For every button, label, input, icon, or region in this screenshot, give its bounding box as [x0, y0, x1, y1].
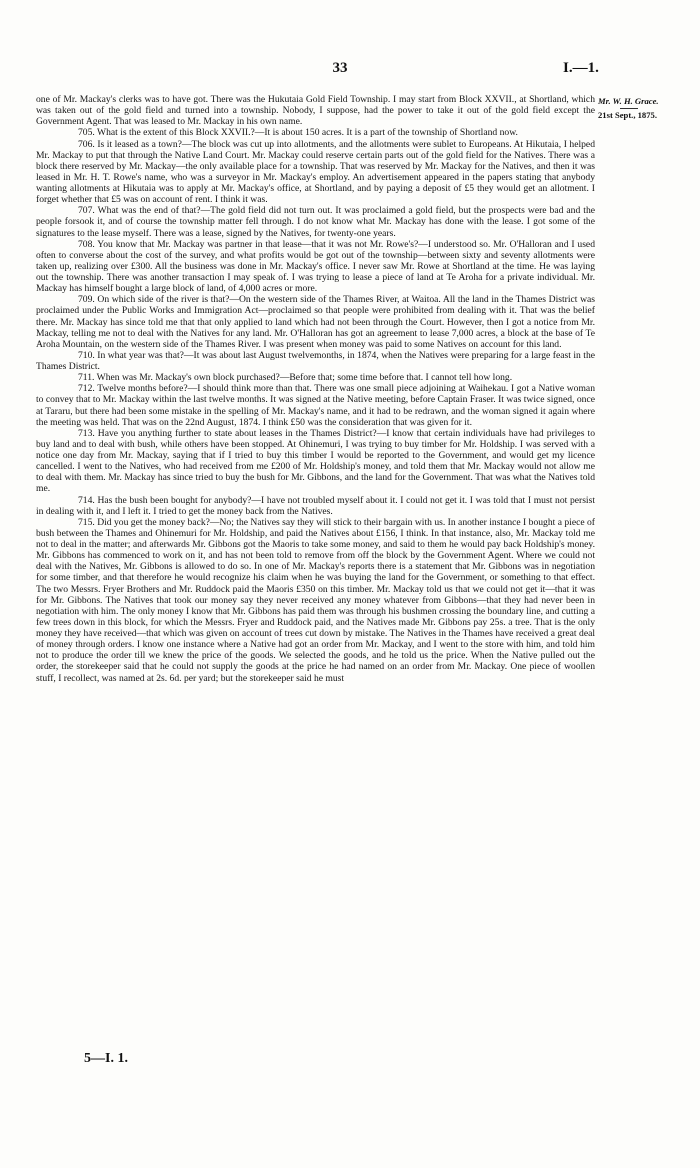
page-number: 33 — [332, 60, 348, 76]
evidence-date: 21st Sept., 1875. — [598, 110, 657, 120]
question-709: 709. On which side of the river is that?—On the western side of the Thames River, at Waitoa. All the land in the Thames District was proclaimed under the Public Works and Immigration Act—proclaimed so that people were prohibited from dealing with it. That was the belief there. Mr. Mackay has since told me that that only applied to land which had not been through the Court. However, then I got a notice from Mr. Mackay, telling me not to deal with the Natives for any land. Mr. O'Halloran has got an agreement to lease 7,000 acres, a block at the base of Te Aroha Mountain, on the western side of the Thames River. I was present when money was paid to some Natives on account for this land. — [36, 294, 595, 350]
printer-signature: 5—I. 1. — [84, 1051, 128, 1066]
page-header — [0, 58, 700, 80]
paragraph-continuation: one of Mr. Mackay's clerks was to have got. There was the Hukutaia Gold Field Township. I may start from Block XXVII., at Shortland, which was taken out of the gold field and turned into a township. Nobody, I suppose, had the power to take it out of the gold field except the Government Agent. That was leased to Mr. Mackay in his own name. — [36, 94, 595, 128]
question-712: 712. Twelve months before?—I should think more than that. There was one small piece adjoining at Waihekau. I got a Native woman to convey that to Mr. Mackay within the last twelve months. It was signed at the Native meeting, before Captain Fraser. It was twice signed, once at Tararu, but there had been some mistake in the spelling of Mr. Mackay's name, and it had to be redrawn, and the woman signed it again where the meeting was held. That was on the 22nd August, 1874. I think £50 was the consideration that was given for it. — [36, 383, 595, 428]
witness-name: Mr. W. H. Grace. — [598, 96, 659, 106]
question-713: 713. Have you anything further to state about leases in the Thames District?—I know that certain individuals have had privileges to buy land and to deal with bush, while others have been stopped. At Ohinemuri, I was trying to buy timber for Mr. Holdship. I was served with a notice one day from Mr. Mackay, saying that if I tried to buy this timber I would be reported to the Government, and would get my licence cancelled. I went to the Natives, who had received from me £200 of Mr. Holdship's money, and told them that Mr. Mackay would not allow me to deal with them. Mr. Mackay has since tried to buy the bush for Mr. Gibbons, and the land for the Government. That was what the Natives told me. — [36, 427, 595, 495]
question-710: 710. In what year was that?—It was about last August twelvemonths, in 1874, when the Natives were preparing for a large feast in the Thames District. — [36, 349, 595, 372]
question-708: 708. You know that Mr. Mackay was partner in that lease—that it was not Mr. Rowe's?—I understood so. Mr. O'Halloran and I used often to converse about the cost of the survey, and what profits would be got out of the township—between sixty and seventy allotments were taken up, realizing over £300. All the business was done in Mr. Mackay's office. I never saw Mr. Rowe at Shortland at the time. He was laying out the township. There was another transaction I may speak of. I was trying to lease a piece of land at Te Aroha for a private individual. Mr. Mackay has himself bought a large block of land, of 4,000 acres or more. — [36, 238, 595, 295]
question-706: 706. Is it leased as a town?—The block was cut up into allotments, and the allotments were sublet to Europeans. At Hikutaia, I helped Mr. Mackay to put that through the Native Land Court. Mr. Mackay could reserve certain parts out of the gold field for the Natives. There was a block there reserved by Mr. Mackay—the only available place for a township. That was reserved by Mr. Mackay for the Natives, and then it was leased in Mr. H. T. Rowe's name, who was a surveyor in Mr. Mackay's employ. An advertisement appeared in the papers stating that anybody wanting allotments at Hikutaia was to apply at Mr. Mackay's office, at Shortland, and by paying a deposit of £5 they would get an allotment. I forget whether that £5 was on account of rent. I think it was. — [36, 138, 595, 206]
document-body — [36, 94, 595, 684]
question-711: 711. When was Mr. Mackay's own block purchased?—Before that; some time before that. I cannot tell how long. — [78, 372, 513, 384]
question-715: 715. Did you get the money back?—No; the Natives say they will stick to their bargain with us. In another instance I bought a piece of bush between the Thames and Ohinemuri for Mr. Holdship, and paid the Natives about £156, I think. In that instance, also, Mr. Mackay told me not to deal in the matter; and afterwards Mr. Gibbons got the Maoris to take some money, and said to them he would pay back Holdship's money. Mr. Gibbons has commenced to work on it, and has not been told to remove from off the block by the Government Agent. Where we could not deal with the Natives, Mr. Gibbons is allowed to do so. In one of Mr. Mackay's reports there is a statement that Mr. Gibbons was in negotiation for some timber, and that therefore he would recognize his claim when he was buying the land for the Government, or something to that effect. The two Messrs. Fryer Brothers and Mr. Ruddock paid the Maoris £350 on this timber. Mr. Mackay told us that we could not get it—that it was for Mr. Gibbons. The Natives that took our money say they never received any money whatever from Gibbons—that they had never been in negotiation with him. The only money I know that Mr. Gibbons has paid them was through his bushmen crossing the boundary line, and cutting a few trees down in this block, for which the Messrs. Fryer and Ruddock paid, and the Natives made Mr. Gibbons pay 25s. a tree. That is the only money they have received—that which was given on account of trees cut down by mistake. The Natives in the Thames have received a great deal of money through orders. I know one instance where a Native had got an order from Mr. Mackay, and I went to the store with him, and told him not to produce the order till we knew the price of the goods. We selected the goods, and he told us the price. When the Native pulled out the order, the storekeeper said that he could not supply the goods at the price he had named on an order from Mr. Mackay. One piece of woollen stuff, I recollect, was named at 2s. 6d. per yard; but the storekeeper said he must — [36, 516, 595, 684]
margin-rule — [620, 108, 638, 109]
question-705: 705. What is the extent of this Block XXVII.?—It is about 150 acres. It is a part of the township of Shortland now. — [78, 127, 518, 139]
document-reference: I.—1. — [563, 60, 599, 76]
question-707: 707. What was the end of that?—The gold field did not turn out. It was proclaimed a gold field, but the prospects were bad and the people forsook it, and of course the township matter fell through. I do not know what Mr. Mackay has done with the lease. I got some of the signatures to the lease myself. There was a lease, signed by the Natives, for twenty-one years. — [36, 205, 595, 239]
question-714: 714. Has the bush been bought for anybody?—I have not troubled myself about it. I could not get it. I was told that I must not persist in dealing with it, and I left it. I tried to get the money back from the Natives. — [36, 494, 595, 517]
margin-note — [598, 96, 694, 121]
